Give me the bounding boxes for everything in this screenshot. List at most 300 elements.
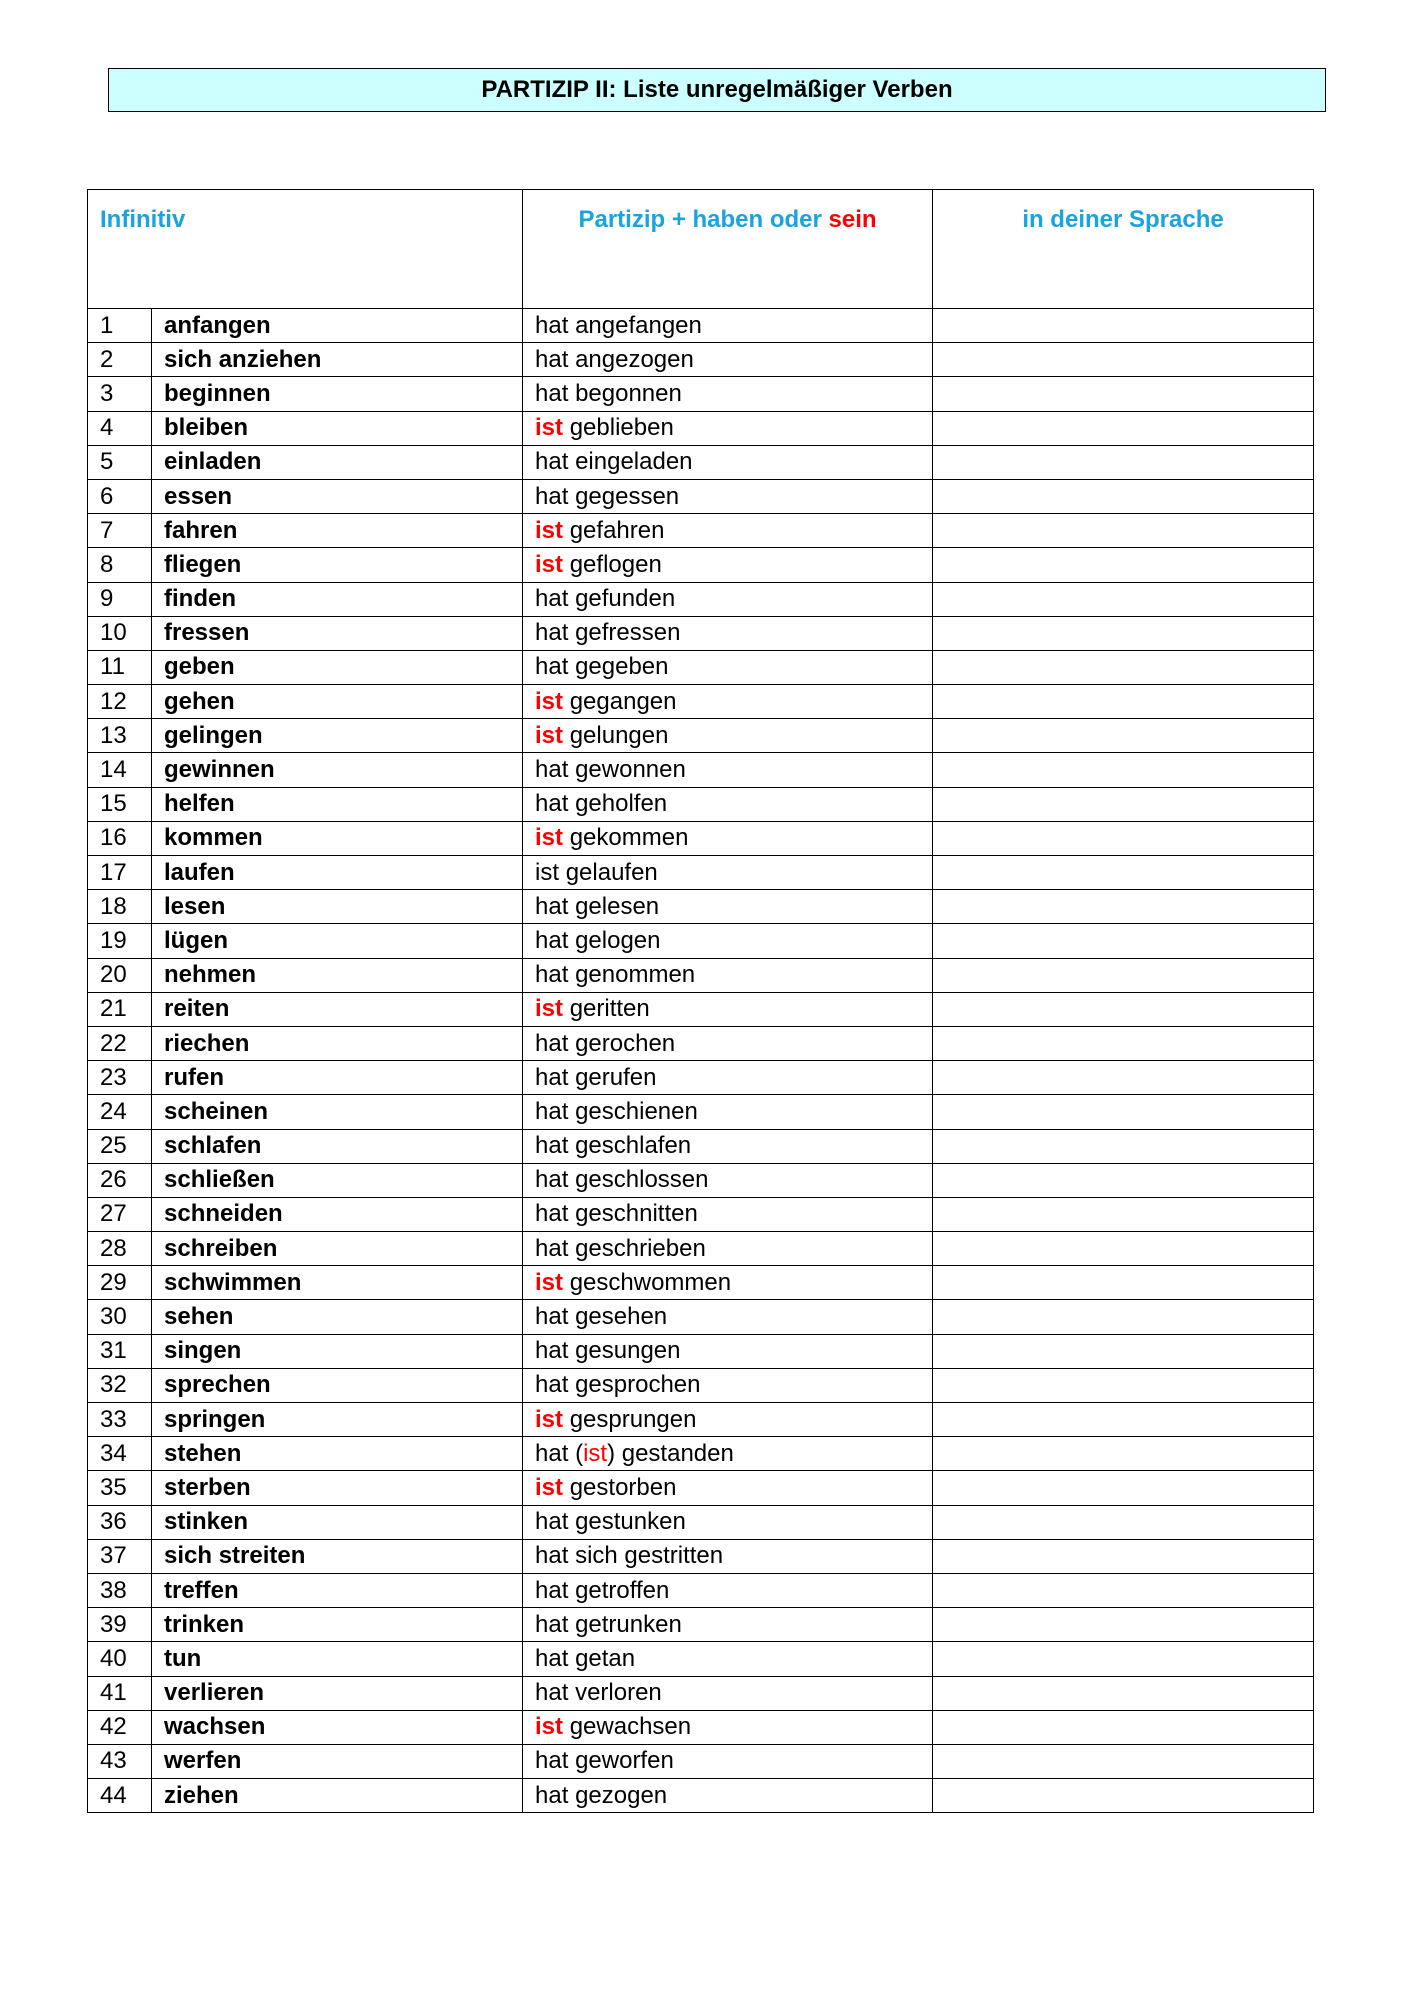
translation-cell[interactable] [933,1129,1314,1163]
participle-cell [523,1710,933,1744]
row-number: 36 [88,1505,152,1539]
auxiliary-verb: hat [535,1576,569,1604]
participle-cell [523,1505,933,1539]
row-number: 21 [88,992,152,1026]
infinitive-cell: kommen [152,821,523,855]
participle-form: gelaufen [565,858,658,886]
header-partizip-prefix: Partizip + haben oder [578,206,829,233]
translation-cell[interactable] [933,787,1314,821]
participle-form: eingeladen [575,448,693,476]
participle-cell [523,1437,933,1471]
row-number: 44 [88,1779,152,1813]
row-number: 15 [88,787,152,821]
infinitive-cell: trinken [152,1608,523,1642]
auxiliary-verb: ist [535,721,564,749]
auxiliary-verb: hat [535,961,569,989]
participle-cell [523,1232,933,1266]
participle-cell [523,1744,933,1778]
header-infinitiv: Infinitiv [88,190,523,309]
participle-form: gestanden [621,1439,734,1467]
table-row [88,479,1314,513]
auxiliary-verb: hat [535,1029,569,1057]
auxiliary-verb: ist [535,1713,564,1741]
infinitive-cell: helfen [152,787,523,821]
infinitive-cell: laufen [152,856,523,890]
table-row [88,1232,1314,1266]
row-number: 23 [88,1061,152,1095]
translation-cell[interactable] [933,1334,1314,1368]
table-row [88,1471,1314,1505]
infinitive-cell: tun [152,1642,523,1676]
infinitive-cell: gewinnen [152,753,523,787]
participle-cell [523,821,933,855]
translation-cell[interactable] [933,685,1314,719]
auxiliary-verb: ist [535,414,564,442]
auxiliary-verb: ist [535,516,564,544]
auxiliary-verb: ist [535,1268,564,1296]
table-header-row [88,190,1314,309]
translation-cell[interactable] [933,719,1314,753]
auxiliary-verb: hat [535,345,569,373]
participle-form: gewachsen [569,1713,692,1741]
row-number: 19 [88,924,152,958]
table-row [88,685,1314,719]
infinitive-cell: lügen [152,924,523,958]
translation-cell[interactable] [933,856,1314,890]
row-number: 25 [88,1129,152,1163]
table-row [88,1129,1314,1163]
auxiliary-verb: hat [535,1781,569,1809]
header-sprache: in deiner Sprache [933,190,1314,309]
auxiliary-verb: hat [535,1200,569,1228]
participle-form: gerochen [575,1029,676,1057]
participle-form: geschrieben [575,1234,706,1262]
row-number: 5 [88,445,152,479]
participle-cell [523,1642,933,1676]
auxiliary-verb: hat [535,1337,569,1365]
participle-cell [523,924,933,958]
translation-cell[interactable] [933,1676,1314,1710]
row-number: 32 [88,1368,152,1402]
participle-cell [523,958,933,992]
translation-cell[interactable] [933,1403,1314,1437]
infinitive-cell: rufen [152,1061,523,1095]
table-row [88,582,1314,616]
translation-cell[interactable] [933,1061,1314,1095]
participle-cell [523,685,933,719]
translation-cell[interactable] [933,821,1314,855]
row-number: 8 [88,548,152,582]
table-row [88,1026,1314,1060]
participle-form: gerufen [575,1063,657,1091]
participle-cell [523,1129,933,1163]
participle-form: gegeben [575,653,669,681]
table-row [88,924,1314,958]
translation-cell[interactable] [933,479,1314,513]
translation-cell[interactable] [933,1573,1314,1607]
infinitive-cell: fressen [152,616,523,650]
row-number: 26 [88,1163,152,1197]
alt-close-paren: ) [607,1439,616,1467]
participle-cell [523,856,933,890]
participle-cell [523,650,933,684]
page-title: PARTIZIP II: Liste unregelmäßiger Verben [108,68,1326,112]
participle-cell [523,1368,933,1402]
infinitive-cell: gelingen [152,719,523,753]
row-number: 34 [88,1437,152,1471]
participle-form: gegangen [569,687,677,715]
participle-cell [523,616,933,650]
participle-form: geschlossen [575,1166,709,1194]
auxiliary-verb: hat [535,1303,569,1331]
participle-cell [523,992,933,1026]
auxiliary-verb: hat [535,1542,569,1570]
header-partizip-sein: sein [828,206,877,233]
participle-form: gefahren [569,516,665,544]
participle-form: gelesen [575,892,660,920]
auxiliary-verb: hat [535,1610,569,1638]
participle-cell [523,1095,933,1129]
participle-form: gesprochen [575,1371,701,1399]
translation-cell[interactable] [933,514,1314,548]
translation-cell[interactable] [933,753,1314,787]
translation-cell[interactable] [933,1471,1314,1505]
infinitive-cell: reiten [152,992,523,1026]
row-number: 42 [88,1710,152,1744]
participle-form: geblieben [569,414,674,442]
translation-cell[interactable] [933,1710,1314,1744]
auxiliary-verb: hat [535,1371,569,1399]
table-row [88,1608,1314,1642]
auxiliary-verb: ist [535,1473,564,1501]
row-number: 38 [88,1573,152,1607]
row-number: 18 [88,890,152,924]
row-number: 37 [88,1539,152,1573]
auxiliary-verb: ist [535,858,560,886]
row-number: 41 [88,1676,152,1710]
participle-cell [523,1608,933,1642]
translation-cell[interactable] [933,1232,1314,1266]
table-row [88,1061,1314,1095]
participle-cell [523,343,933,377]
infinitive-cell: sterben [152,1471,523,1505]
infinitive-cell: ziehen [152,1779,523,1813]
infinitive-cell: beginnen [152,377,523,411]
participle-form: gelungen [569,721,669,749]
auxiliary-verb: hat [535,1508,569,1536]
participle-cell [523,1026,933,1060]
table-row [88,787,1314,821]
participle-form: gesungen [575,1337,681,1365]
infinitive-cell: fahren [152,514,523,548]
row-number: 9 [88,582,152,616]
participle-form: gekommen [569,824,689,852]
participle-form: verloren [575,1679,662,1707]
infinitive-cell: scheinen [152,1095,523,1129]
table-row [88,1437,1314,1471]
participle-form: getan [575,1644,636,1672]
participle-cell [523,411,933,445]
table-row [88,856,1314,890]
table-row [88,411,1314,445]
auxiliary-verb: hat [535,790,569,818]
auxiliary-verb: ist [535,824,564,852]
table-row [88,1779,1314,1813]
infinitive-cell: riechen [152,1026,523,1060]
translation-cell[interactable] [933,1437,1314,1471]
translation-cell[interactable] [933,445,1314,479]
participle-cell [523,309,933,343]
infinitive-cell: schließen [152,1163,523,1197]
table-row [88,616,1314,650]
auxiliary-verb: hat [535,448,569,476]
participle-form: geschnitten [575,1200,698,1228]
row-number: 4 [88,411,152,445]
auxiliary-verb: hat [535,1063,569,1091]
table-row [88,514,1314,548]
participle-cell [523,1197,933,1231]
participle-form: geschwommen [569,1268,732,1296]
participle-form: gefressen [575,619,681,647]
row-number: 1 [88,309,152,343]
participle-cell [523,582,933,616]
row-number: 6 [88,479,152,513]
auxiliary-verb: hat [535,1234,569,1262]
translation-cell[interactable] [933,309,1314,343]
translation-cell[interactable] [933,650,1314,684]
row-number: 43 [88,1744,152,1778]
translation-cell[interactable] [933,1163,1314,1197]
table-row [88,821,1314,855]
auxiliary-verb: ist [535,1405,564,1433]
row-number: 28 [88,1232,152,1266]
table-row [88,719,1314,753]
auxiliary-verb: hat [535,1644,569,1672]
table-row [88,1266,1314,1300]
row-number: 3 [88,377,152,411]
table-row [88,1676,1314,1710]
translation-cell[interactable] [933,992,1314,1026]
translation-cell[interactable] [933,1368,1314,1402]
translation-cell[interactable] [933,411,1314,445]
infinitive-cell: fliegen [152,548,523,582]
infinitive-cell: sprechen [152,1368,523,1402]
participle-form: gestunken [575,1508,686,1536]
table-row [88,1368,1314,1402]
table-row [88,1710,1314,1744]
translation-cell[interactable] [933,1095,1314,1129]
row-number: 10 [88,616,152,650]
auxiliary-verb: ist [535,995,564,1023]
row-number: 40 [88,1642,152,1676]
auxiliary-verb: hat [535,619,569,647]
translation-cell[interactable] [933,616,1314,650]
table-row [88,377,1314,411]
row-number: 12 [88,685,152,719]
auxiliary-verb: hat [535,756,569,784]
table-row [88,1539,1314,1573]
infinitive-cell: bleiben [152,411,523,445]
infinitive-cell: sich streiten [152,1539,523,1573]
translation-cell[interactable] [933,1505,1314,1539]
row-number: 29 [88,1266,152,1300]
infinitive-cell: anfangen [152,309,523,343]
row-number: 2 [88,343,152,377]
translation-cell[interactable] [933,582,1314,616]
participle-cell [523,548,933,582]
translation-cell[interactable] [933,1642,1314,1676]
participle-form: geritten [569,995,650,1023]
translation-cell[interactable] [933,924,1314,958]
auxiliary-verb: hat [535,311,569,339]
participle-form: gestorben [569,1473,677,1501]
translation-cell[interactable] [933,1197,1314,1231]
infinitive-cell: stinken [152,1505,523,1539]
infinitive-cell: gehen [152,685,523,719]
participle-form: sich gestritten [575,1542,724,1570]
participle-form: geholfen [575,790,668,818]
row-number: 35 [88,1471,152,1505]
infinitive-cell: geben [152,650,523,684]
row-number: 14 [88,753,152,787]
table-row [88,343,1314,377]
row-number: 11 [88,650,152,684]
infinitive-cell: werfen [152,1744,523,1778]
infinitive-cell: springen [152,1403,523,1437]
table-row [88,1403,1314,1437]
table-row [88,1505,1314,1539]
auxiliary-verb: hat [535,482,569,510]
participle-cell [523,1573,933,1607]
translation-cell[interactable] [933,1026,1314,1060]
participle-cell [523,1300,933,1334]
infinitive-cell: essen [152,479,523,513]
translation-cell[interactable] [933,548,1314,582]
participle-form: genommen [575,961,696,989]
auxiliary-verb: hat [535,1097,569,1125]
participle-cell [523,890,933,924]
table-row [88,1642,1314,1676]
infinitive-cell: wachsen [152,1710,523,1744]
infinitive-cell: treffen [152,1573,523,1607]
table-row [88,890,1314,924]
table-row [88,753,1314,787]
participle-form: angefangen [575,311,702,339]
participle-form: gegessen [575,482,680,510]
auxiliary-verb: hat [535,1679,569,1707]
participle-cell [523,1061,933,1095]
row-number: 17 [88,856,152,890]
row-number: 30 [88,1300,152,1334]
participle-cell [523,514,933,548]
table-row [88,445,1314,479]
translation-cell[interactable] [933,1779,1314,1813]
infinitive-cell: verlieren [152,1676,523,1710]
participle-cell [523,1676,933,1710]
participle-form: gefunden [575,585,676,613]
participle-cell [523,377,933,411]
row-number: 31 [88,1334,152,1368]
participle-cell [523,1539,933,1573]
participle-cell [523,787,933,821]
participle-cell [523,1334,933,1368]
infinitive-cell: einladen [152,445,523,479]
row-number: 33 [88,1403,152,1437]
participle-form: getroffen [575,1576,670,1604]
translation-cell[interactable] [933,1744,1314,1778]
translation-cell[interactable] [933,1300,1314,1334]
translation-cell[interactable] [933,343,1314,377]
auxiliary-verb: hat [535,1439,569,1467]
auxiliary-verb: hat [535,926,569,954]
translation-cell[interactable] [933,1539,1314,1573]
infinitive-cell: sich anziehen [152,343,523,377]
participle-form: gelogen [575,926,661,954]
auxiliary-verb: ist [535,687,564,715]
participle-form: gewonnen [575,756,686,784]
participle-form: angezogen [575,345,694,373]
table-row [88,1573,1314,1607]
auxiliary-verb: hat [535,892,569,920]
table-row [88,1300,1314,1334]
row-number: 13 [88,719,152,753]
table-row [88,1163,1314,1197]
row-number: 39 [88,1608,152,1642]
translation-cell[interactable] [933,377,1314,411]
infinitive-cell: finden [152,582,523,616]
auxiliary-verb: hat [535,1132,569,1160]
participle-cell [523,1403,933,1437]
auxiliary-verb: hat [535,1747,569,1775]
translation-cell[interactable] [933,1266,1314,1300]
alt-open-paren: ( [575,1439,584,1467]
participle-form: geworfen [575,1747,674,1775]
participle-form: geschlafen [575,1132,692,1160]
table-row [88,992,1314,1026]
infinitive-cell: sehen [152,1300,523,1334]
alt-auxiliary-verb: ist [583,1439,608,1467]
auxiliary-verb: ist [535,550,564,578]
table-row [88,548,1314,582]
table-row [88,650,1314,684]
table-row [88,1744,1314,1778]
participle-form: gesprungen [569,1405,697,1433]
translation-cell[interactable] [933,958,1314,992]
row-number: 16 [88,821,152,855]
auxiliary-verb: hat [535,1166,569,1194]
participle-cell [523,445,933,479]
row-number: 22 [88,1026,152,1060]
participle-cell [523,753,933,787]
translation-cell[interactable] [933,1608,1314,1642]
participle-form: geschienen [575,1097,698,1125]
participle-cell [523,719,933,753]
infinitive-cell: schneiden [152,1197,523,1231]
row-number: 20 [88,958,152,992]
participle-cell [523,1163,933,1197]
participle-form: begonnen [575,379,682,407]
header-partizip [523,190,933,309]
auxiliary-verb: hat [535,585,569,613]
table-row [88,1197,1314,1231]
row-number: 7 [88,514,152,548]
infinitive-cell: schwimmen [152,1266,523,1300]
participle-form: gesehen [575,1303,668,1331]
infinitive-cell: schlafen [152,1129,523,1163]
infinitive-cell: singen [152,1334,523,1368]
translation-cell[interactable] [933,890,1314,924]
verb-table [87,189,1314,1813]
